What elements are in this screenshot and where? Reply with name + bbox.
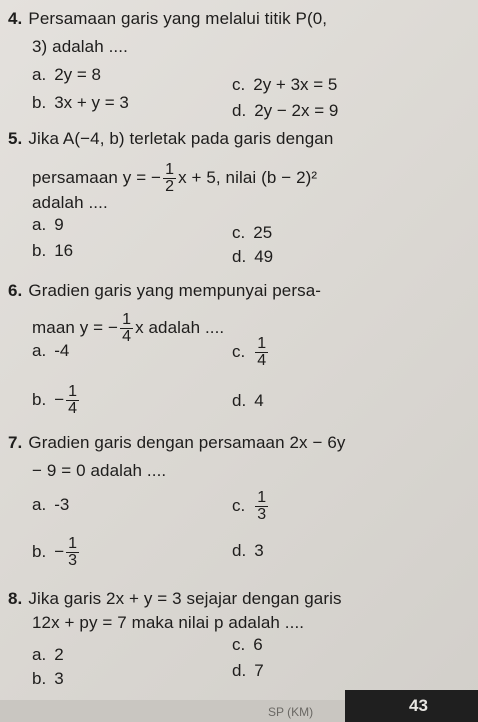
question-text: Jika A(−4, b) terletak pada garis dengan <box>28 129 334 148</box>
fraction: $\frac{1}{3}$ <box>68 535 78 569</box>
option-a: a. 9 <box>32 215 64 234</box>
fraction: $\frac{1}{4}$ <box>257 335 267 369</box>
option-d: d. 2y − 2x = 9 <box>232 101 339 120</box>
option-c: c. $\frac{1}{3}$ <box>232 489 267 523</box>
option-d: d. 49 <box>232 247 274 266</box>
question-7-line-2: − 9 = 0 adalah .... <box>32 461 167 480</box>
option-c: c. 25 <box>232 223 273 242</box>
option-d: d. 3 <box>232 541 264 560</box>
question-text: Persamaan garis yang melalui titik P(0, <box>28 9 328 28</box>
option-b: b. 16 <box>32 241 74 260</box>
option-d: d. 4 <box>232 391 264 410</box>
question-8-line-2: 12x + py = 7 maka nilai p adalah .... <box>32 613 305 632</box>
question-text: Gradien garis yang mempunyai persa- <box>28 281 322 300</box>
question-number: 7. <box>8 433 23 452</box>
question-text: Jika garis 2x + y = 3 sejajar dengan garis <box>28 589 342 608</box>
fraction: $\frac{1}{2}$ <box>165 161 175 195</box>
option-a: a. -3 <box>32 495 70 514</box>
option-a: a. 2y = 8 <box>32 65 101 84</box>
question-5 <box>8 128 333 150</box>
option-b: b. − $\frac{1}{3}$ <box>32 535 78 569</box>
question-4-line-2: 3) adalah .... <box>32 37 128 56</box>
question-5-line-2: persamaan y = − $\frac{1}{2}$ x + 5, nilai (b − 2)² <box>32 161 318 195</box>
question-8 <box>8 588 342 610</box>
question-text: Gradien garis dengan persamaan 2x − 6y <box>28 433 346 452</box>
question-6 <box>8 280 321 302</box>
question-number: 8. <box>8 589 23 608</box>
option-a: a. -4 <box>32 341 70 360</box>
question-number: 5. <box>8 129 23 148</box>
option-b: b. 3x + y = 3 <box>32 93 129 112</box>
fraction: $\frac{1}{4}$ <box>68 383 78 417</box>
footer-faint-text: SP (KM) <box>268 705 314 719</box>
option-d: d. 7 <box>232 661 264 680</box>
option-c: c. 6 <box>232 635 263 654</box>
option-b: b. 3 <box>32 669 64 688</box>
page-number-badge <box>345 690 478 722</box>
fraction: $\frac{1}{3}$ <box>257 489 267 523</box>
question-5-line-3: adalah .... <box>32 193 108 212</box>
option-c: c. $\frac{1}{4}$ <box>232 335 267 369</box>
question-6-line-2: maan y = − $\frac{1}{4}$ x adalah .... <box>32 311 225 345</box>
option-b: b. − $\frac{1}{4}$ <box>32 383 78 417</box>
fraction: $\frac{1}{4}$ <box>122 311 132 345</box>
question-number: 4. <box>8 9 23 28</box>
question-4 <box>8 8 327 30</box>
question-number: 6. <box>8 281 23 300</box>
option-a: a. 2 <box>32 645 64 664</box>
question-7 <box>8 432 345 454</box>
page-number: 43 <box>409 696 428 715</box>
option-c: c. 2y + 3x = 5 <box>232 75 338 94</box>
